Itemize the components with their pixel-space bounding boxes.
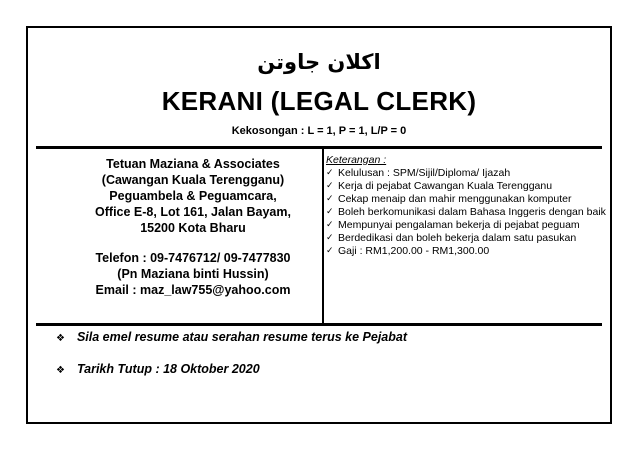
email-address: Email : maz_law755@yahoo.com — [95, 283, 291, 297]
checkmark-icon: ✓ — [326, 181, 334, 191]
checkmark-icon: ✓ — [326, 220, 334, 230]
closing-date-text: Tarikh Tutup : 18 Oktober 2020 — [76, 362, 260, 376]
company-line: Peguambela & Peguamcara, — [109, 189, 277, 203]
list-item — [326, 167, 606, 180]
list-item-text: Kerja di pejabat Cawangan Kuala Terengganu — [338, 180, 553, 192]
resume-note — [56, 330, 407, 344]
list-item — [326, 206, 606, 219]
company-line: Office E-8, Lot 161, Jalan Bayam, — [95, 205, 291, 219]
spacer — [48, 236, 338, 250]
company-line: (Cawangan Kuala Terengganu) — [101, 173, 285, 187]
list-item — [326, 245, 606, 258]
checkmark-icon: ✓ — [326, 246, 334, 256]
list-item — [326, 180, 606, 193]
requirements-list — [326, 167, 606, 258]
list-item-text: Gaji : RM1,200.00 - RM1,300.00 — [338, 245, 490, 257]
resume-note-text: Sila emel resume atau serahan resume terus ke Pejabat — [76, 330, 407, 344]
bottom-divider — [36, 323, 602, 326]
checkmark-icon: ✓ — [326, 168, 334, 178]
advert-frame — [26, 26, 612, 424]
arabic-title: اكلان جاوتن — [257, 50, 381, 74]
list-item-text: Boleh berkomunikasi dalam Bahasa Inggeris dengan baik — [338, 206, 606, 218]
list-item — [326, 219, 606, 232]
phone-number: Telefon : 09-7476712/ 09-7477830 — [95, 251, 291, 265]
closing-date-note — [56, 362, 260, 376]
checkmark-icon: ✓ — [326, 233, 334, 243]
list-item — [326, 193, 606, 206]
vacancy-count: Kekosongan : L = 1, P = 1, L/P = 0 — [231, 125, 407, 137]
diamond-bullet-icon: ❖ — [56, 365, 65, 376]
diamond-bullet-icon: ❖ — [56, 333, 65, 344]
list-item-text: Cekap menaip dan mahir menggunakan komputer — [338, 193, 572, 205]
list-item-text: Kelulusan : SPM/Sijil/Diploma/ Ijazah — [338, 167, 511, 179]
company-line: 15200 Kota Bharu — [140, 221, 246, 235]
checkmark-icon: ✓ — [326, 194, 334, 204]
contact-person: (Pn Maziana binti Hussin) — [117, 267, 269, 281]
top-divider — [36, 146, 602, 149]
requirements-label: Keterangan : — [326, 154, 387, 166]
list-item-text: Mempunyai pengalaman bekerja di pejabat peguam — [338, 219, 580, 231]
list-item-text: Berdedikasi dan boleh bekerja dalam satu pasukan — [338, 232, 577, 244]
requirements-panel — [326, 154, 606, 258]
company-details — [48, 156, 338, 298]
list-item — [326, 232, 606, 245]
company-line: Tetuan Maziana & Associates — [106, 157, 280, 171]
checkmark-icon: ✓ — [326, 207, 334, 217]
job-title: KERANI (LEGAL CLERK) — [161, 86, 477, 116]
